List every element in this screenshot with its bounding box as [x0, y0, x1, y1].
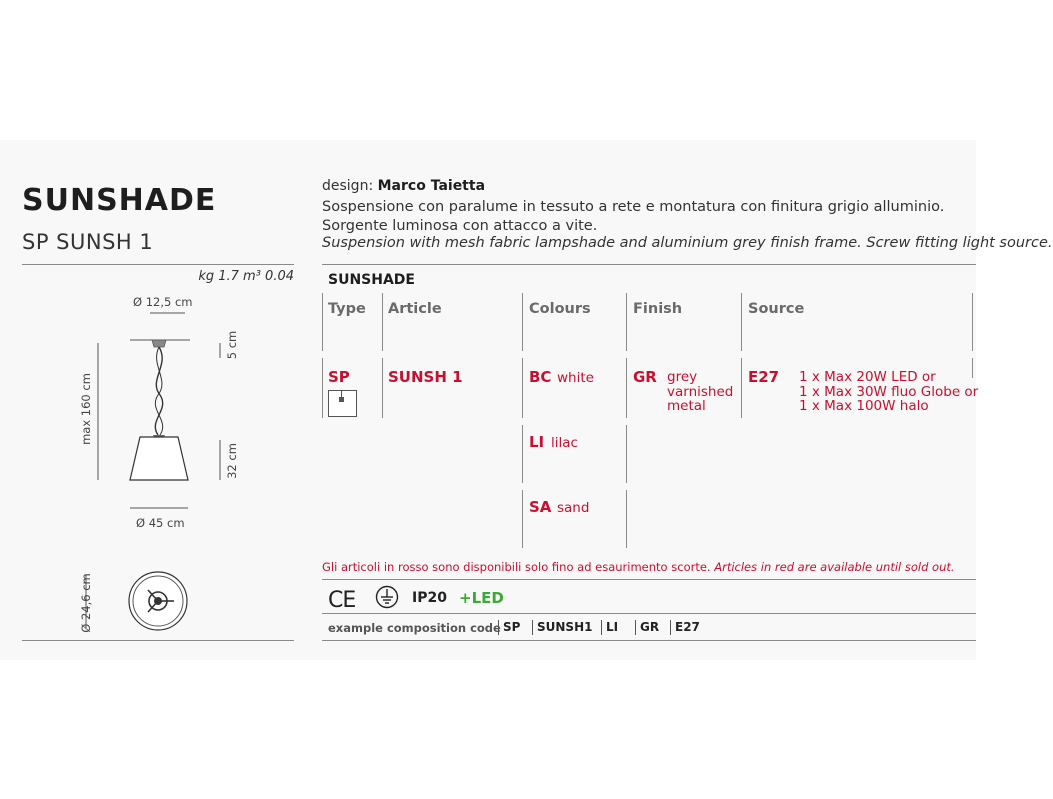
separator	[741, 358, 742, 418]
example-code-segment: LI	[601, 620, 618, 635]
example-code-segment: E27	[670, 620, 700, 635]
separator	[382, 358, 383, 418]
header-source: Source	[748, 301, 805, 317]
finish-code: GR	[633, 368, 657, 386]
colour-code-li: LI	[529, 433, 545, 451]
source-line: 1 x Max 30W fluo Globe or	[799, 383, 979, 400]
separator	[626, 293, 627, 351]
description-it-2: Sorgente luminosa con attacco a vite.	[322, 218, 598, 234]
colour-code-bc: BC	[529, 368, 552, 386]
designer-name: Marco Taietta	[377, 178, 486, 194]
technical-drawing	[60, 285, 300, 635]
divider-cert-bottom	[322, 613, 976, 614]
divider-table-top	[322, 264, 976, 265]
finish-line: metal	[667, 398, 706, 414]
availability-note-it: Gli articoli in rosso sono disponibili solo fino ad esaurimento scorte.	[322, 560, 711, 574]
suspension-type-icon	[328, 390, 357, 417]
colour-name-lilac: lilac	[551, 435, 578, 451]
example-code-label: example composition code	[328, 621, 501, 635]
ip-rating: IP20	[412, 590, 447, 606]
design-label: design:	[322, 178, 374, 194]
separator	[626, 358, 627, 418]
dim-shade-diameter: Ø 45 cm	[136, 516, 185, 530]
colour-code-sa: SA	[529, 498, 552, 516]
separator	[522, 293, 523, 351]
ce-mark: CE	[328, 588, 356, 613]
separator	[322, 358, 323, 418]
designer-line	[322, 178, 485, 194]
header-colours: Colours	[529, 301, 591, 317]
dim-shade-height: 32 cm	[225, 443, 239, 479]
separator	[626, 425, 627, 483]
led-badge: +LED	[459, 589, 504, 607]
description-en: Suspension with mesh fabric lampshade and aluminium grey finish frame. Screw fitting light source.	[322, 235, 1053, 251]
availability-note-en: Articles in red are available until sold out.	[714, 560, 955, 574]
weight-volume: kg 1.7 m³ 0.04	[198, 269, 294, 284]
colour-name-white: white	[557, 370, 594, 386]
dim-canopy-height: 5 cm	[225, 330, 239, 360]
header-finish: Finish	[633, 301, 683, 317]
separator	[972, 293, 973, 351]
header-type: Type	[328, 301, 366, 317]
divider-table-bottom	[322, 640, 976, 641]
product-title: SUNSHADE	[22, 183, 217, 218]
divider-cert-top	[322, 579, 976, 580]
divider-left-bottom	[22, 640, 294, 641]
separator	[522, 425, 523, 483]
source-description	[799, 370, 978, 414]
article-code: SUNSH 1	[388, 368, 463, 386]
product-code: SP SUNSH 1	[22, 230, 154, 254]
colour-name-sand: sand	[557, 500, 590, 516]
availability-note	[322, 560, 955, 574]
example-code-segment: SUNSH1	[532, 620, 592, 635]
example-code-segment: SP	[498, 620, 520, 635]
dim-bottom-diameter: Ø 24,6 cm	[79, 573, 93, 633]
source-line: 1 x Max 20W LED or	[799, 369, 936, 385]
dim-max-height: max 160 cm	[79, 373, 93, 445]
finish-line: varnished	[667, 383, 734, 400]
finish-line: grey	[667, 369, 698, 385]
type-code: SP	[328, 368, 350, 386]
table-title: SUNSHADE	[328, 272, 415, 288]
separator	[322, 293, 323, 351]
earth-ground-icon	[375, 585, 399, 609]
separator	[382, 293, 383, 351]
separator	[522, 490, 523, 548]
separator	[741, 293, 742, 351]
finish-description	[667, 370, 733, 414]
source-line: 1 x Max 100W halo	[799, 398, 929, 414]
source-code: E27	[748, 368, 780, 386]
example-code-segment: GR	[635, 620, 659, 635]
separator	[626, 490, 627, 548]
header-article: Article	[388, 301, 442, 317]
dim-top-diameter: Ø 12,5 cm	[133, 295, 193, 309]
divider-left-top	[22, 264, 294, 265]
description-it-1: Sospensione con paralume in tessuto a rete e montatura con finitura grigio alluminio.	[322, 199, 945, 215]
separator	[522, 358, 523, 418]
